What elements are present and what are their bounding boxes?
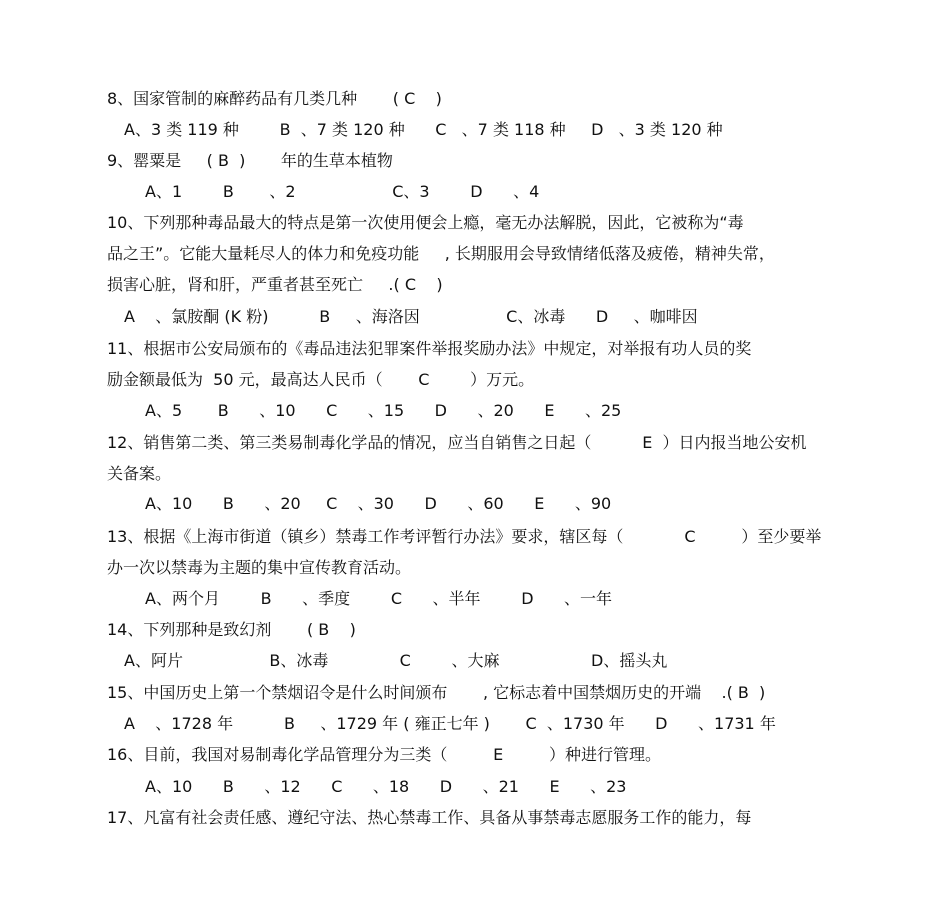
- question-12-line-2: 关备案。: [107, 464, 172, 483]
- question-10-line-3: 损害心脏，肾和肝，严重者甚至死亡 .( C ): [107, 275, 443, 294]
- question-11-line-1: 11、根据市公安局颁布的《毒品违法犯罪案件举报奖励办法》中规定，对举报有功人员的奖: [107, 339, 752, 358]
- question-13-line-1: 13、根据《上海市街道（镇乡）禁毒工作考评暂行办法》要求，辖区每（ C ）至少要举: [107, 527, 822, 546]
- question-14: 14、下列那种是致幻剂 ( B ): [107, 620, 356, 639]
- question-8: 8、国家管制的麻醉药品有几类几种 ( C ): [107, 89, 442, 108]
- question-9-options: A、1 B 、2 C、3 D 、4: [145, 182, 540, 201]
- question-14-options: A、阿片 B、冰毒 C 、大麻 D、摇头丸: [124, 651, 668, 670]
- question-12-line-1: 12、销售第二类、第三类易制毒化学品的情况，应当自销售之日起（ E ）日内报当地公安机: [107, 433, 807, 452]
- question-13-options: A、两个月 B 、季度 C 、半年 D 、一年: [145, 589, 613, 608]
- question-9: 9、罂粟是 ( B ) 年的生草本植物: [107, 151, 393, 170]
- question-12-options: A、10 B 、20 C 、30 D 、60 E 、90: [145, 494, 612, 513]
- question-13-line-2: 办一次以禁毒为主题的集中宣传教育活动。: [107, 558, 412, 577]
- question-10-line-2: 品之王”。它能大量耗尽人的体力和免疫功能 , 长期服用会导致情绪低落及疲倦，精神失常，: [107, 244, 775, 263]
- question-15-options: A 、1728 年 B 、1729 年 ( 雍正七年 ) C 、1730 年 D 、1731 年: [124, 714, 776, 733]
- question-10-line-1: 10、下列那种毒品最大的特点是第一次使用便会上瘾，毫无办法解脱，因此，它被称为“毒: [107, 213, 744, 232]
- question-16-options: A、10 B 、12 C 、18 D 、21 E 、23: [145, 777, 627, 796]
- question-17-line-1: 17、凡富有社会责任感、遵纪守法、热心禁毒工作、具备从事禁毒志愿服务工作的能力，每: [107, 808, 752, 827]
- question-11-line-2: 励金额最低为 50 元，最高达人民币（ C ）万元。: [107, 370, 535, 389]
- question-11-options: A、5 B 、10 C 、15 D 、20 E 、25: [145, 401, 622, 420]
- question-10-options: A 、氯胺酮 (K 粉) B 、海洛因 C、冰毒 D 、咖啡因: [124, 307, 698, 326]
- question-8-options: A、3 类 119 种 B 、7 类 120 种 C 、7 类 118 种 D 、3 类 120 种: [124, 120, 723, 139]
- question-16: 16、目前，我国对易制毒化学品管理分为三类（ E ）种进行管理。: [107, 745, 662, 764]
- question-15: 15、中国历史上第一个禁烟诏令是什么时间颁布 , 它标志着中国禁烟历史的开端 .( B ): [107, 683, 766, 702]
